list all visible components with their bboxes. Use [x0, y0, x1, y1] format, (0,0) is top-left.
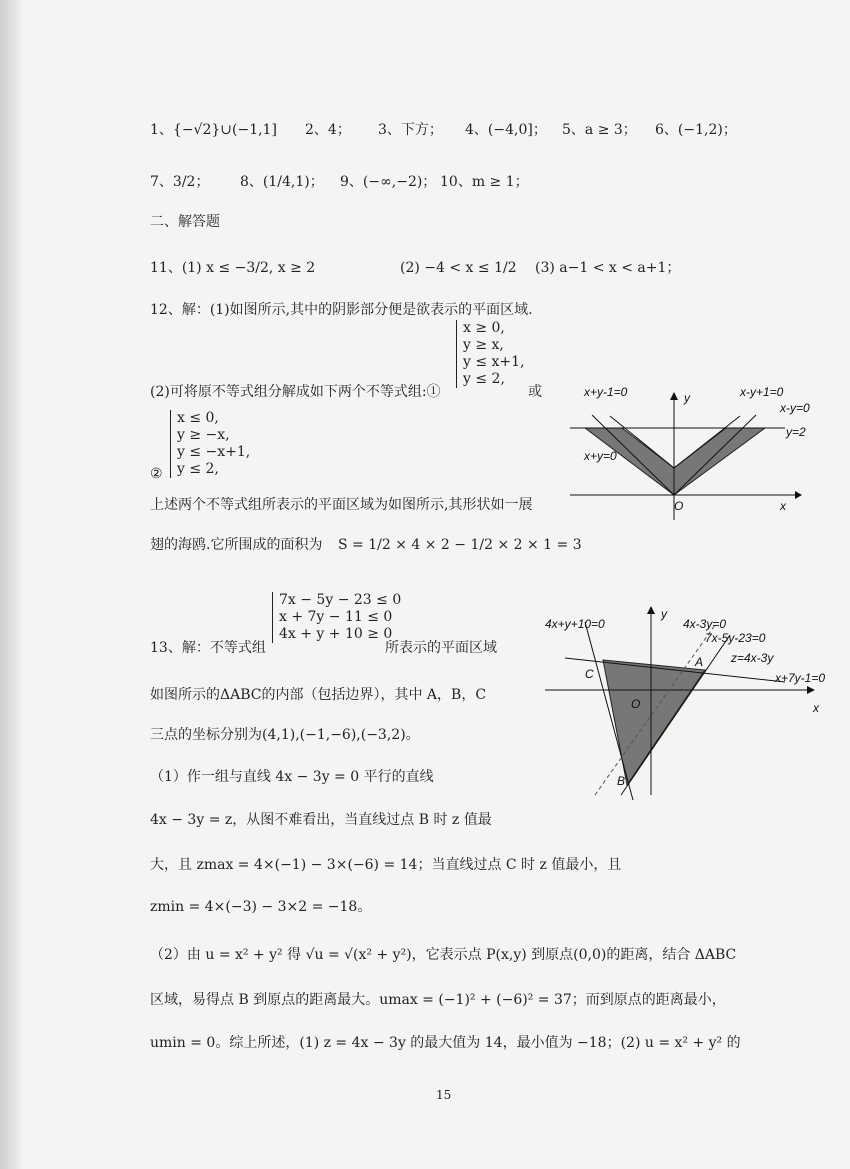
answer-6: 6、(−1,2)； — [655, 122, 737, 138]
p12-line4: 翅的海鸥.它所围成的面积为 — [150, 537, 323, 553]
sys3-row: 4x + y + 10 ≥ 0 — [279, 626, 393, 642]
sys1-row: y ≤ x+1, — [463, 354, 525, 370]
page-number: 15 — [436, 1088, 452, 1102]
answer-7: 7、3/2； — [150, 174, 210, 190]
p13-l8: （2）由 u = x² + y² 得 √u = √(x² + y²)，它表示点 P(x,y) 到原点(0,0)的距离，结合 ΔABC — [150, 947, 737, 963]
figure-seagull-region — [570, 380, 810, 520]
p13-l7: zmin = 4×(−3) − 3×2 = −18。 — [150, 899, 372, 915]
answer-3: 3、下方； — [378, 122, 443, 138]
y-axis-arrow — [670, 392, 678, 400]
label-origin: O — [631, 697, 641, 711]
label-origin: O — [674, 499, 684, 513]
sys2-row: y ≥ −x, — [177, 427, 230, 443]
label-x: x — [813, 701, 819, 715]
p12-area-formula: S = 1/2 × 4 × 2 − 1/2 × 2 × 1 = 3 — [338, 537, 582, 553]
section-heading: 二、解答题 — [150, 214, 220, 230]
sys2-row: y ≤ 2, — [177, 461, 219, 477]
p11-part2: (2) −4 < x ≤ 1/2 — [400, 260, 517, 276]
label-x-y+1: x-y+1=0 — [740, 385, 784, 399]
answer-8: 8、(1/4,1)； — [240, 174, 324, 190]
label-y: y — [684, 391, 690, 405]
p13-l9: 区域，易得点 B 到原点的距离最大。umax = (−1)² + (−6)² = 37；而到原点的距离最小， — [150, 992, 726, 1008]
p12-system2 — [170, 410, 250, 478]
label-B: B — [617, 774, 626, 788]
label-x+7y-1: x+7y-1=0 — [775, 671, 826, 685]
p12-line1: 12、解：(1)如图所示,其中的阴影部分便是欲表示的平面区域. — [150, 302, 533, 318]
p13-system — [272, 592, 401, 643]
page-edge — [0, 0, 22, 1169]
label-7x-5y-23: 7x-5y-23=0 — [705, 631, 766, 645]
sys2-row: y ≤ −x+1, — [177, 444, 251, 460]
sys1-row: y ≤ 2, — [463, 371, 505, 387]
p11-part3: (3) a−1 < x < a+1； — [535, 260, 681, 276]
label-C: C — [585, 667, 594, 681]
line-x-minus-y — [674, 415, 756, 495]
label-x+y: x+y=0 — [584, 449, 617, 463]
answer-5: 5、a ≥ 3； — [562, 122, 637, 138]
p12-system1 — [456, 320, 525, 388]
p12-line2: (2)可将原不等式组分解成如下两个不等式组:① — [150, 384, 441, 400]
p12-line3: 上述两个不等式组所表示的平面区域为如图所示,其形状如一展 — [150, 497, 533, 513]
answer-10: 10、m ≥ 1； — [440, 174, 529, 190]
answer-9: 9、(−∞,−2)； — [340, 174, 437, 190]
p13-l10: umin = 0。综上所述，(1) z = 4x − 3y 的最大值为 14，最小值为 −18；(2) u = x² + y² 的 — [150, 1035, 741, 1051]
p13-l1b: 所表示的平面区域 — [385, 640, 497, 656]
x-axis-arrow — [795, 491, 802, 499]
sys2-row: x ≤ 0, — [177, 410, 219, 426]
p12-or: 或 — [528, 384, 542, 400]
p13-l6: 大，且 zmax = 4×(−1) − 3×(−6) = 14；当直线过点 C 时 z 值最小，且 — [150, 857, 622, 873]
sys3-row: x + 7y − 11 ≤ 0 — [279, 609, 393, 625]
label-4x+y+10: 4x+y+10=0 — [545, 617, 605, 631]
p13-l5: 4x − 3y = z，从图不难看出，当直线过点 B 时 z 值最 — [150, 812, 492, 828]
label-x: x — [780, 499, 786, 513]
label-z: z=4x-3y — [731, 651, 774, 665]
sys1-row: x ≥ 0, — [463, 320, 505, 336]
y-axis-arrow — [647, 606, 655, 614]
answer-4: 4、(−4,0]； — [465, 122, 547, 138]
label-y: y — [661, 607, 667, 621]
answer-2: 2、4； — [305, 122, 351, 138]
p12-circle2: ② — [150, 466, 163, 482]
label-A: A — [695, 655, 704, 669]
label-x-y: x-y=0 — [780, 401, 810, 415]
sys3-row: 7x − 5y − 23 ≤ 0 — [279, 592, 402, 608]
triangle-abc — [603, 660, 705, 785]
label-y2: y=2 — [786, 425, 806, 439]
p13-l1a: 13、解：不等式组 — [150, 640, 266, 656]
figure-triangle-region — [545, 600, 835, 800]
sys1-row: y ≥ x, — [463, 337, 504, 353]
p13-l3: 三点的坐标分别为(4,1),(−1,−6),(−3,2)。 — [150, 727, 420, 743]
answer-1: 1、{−√2}∪(−1,1] — [150, 122, 277, 138]
x-axis-arrow — [807, 686, 815, 694]
p11-part1: 11、(1) x ≤ −3/2, x ≥ 2 — [150, 260, 316, 276]
label-4x-3y: 4x-3y=0 — [683, 617, 727, 631]
label-x+y-1: x+y-1=0 — [584, 385, 628, 399]
p13-l2: 如图所示的ΔABC的内部（包括边界），其中 A，B，C — [150, 687, 487, 703]
p13-l4: （1）作一组与直线 4x − 3y = 0 平行的直线 — [150, 769, 434, 785]
